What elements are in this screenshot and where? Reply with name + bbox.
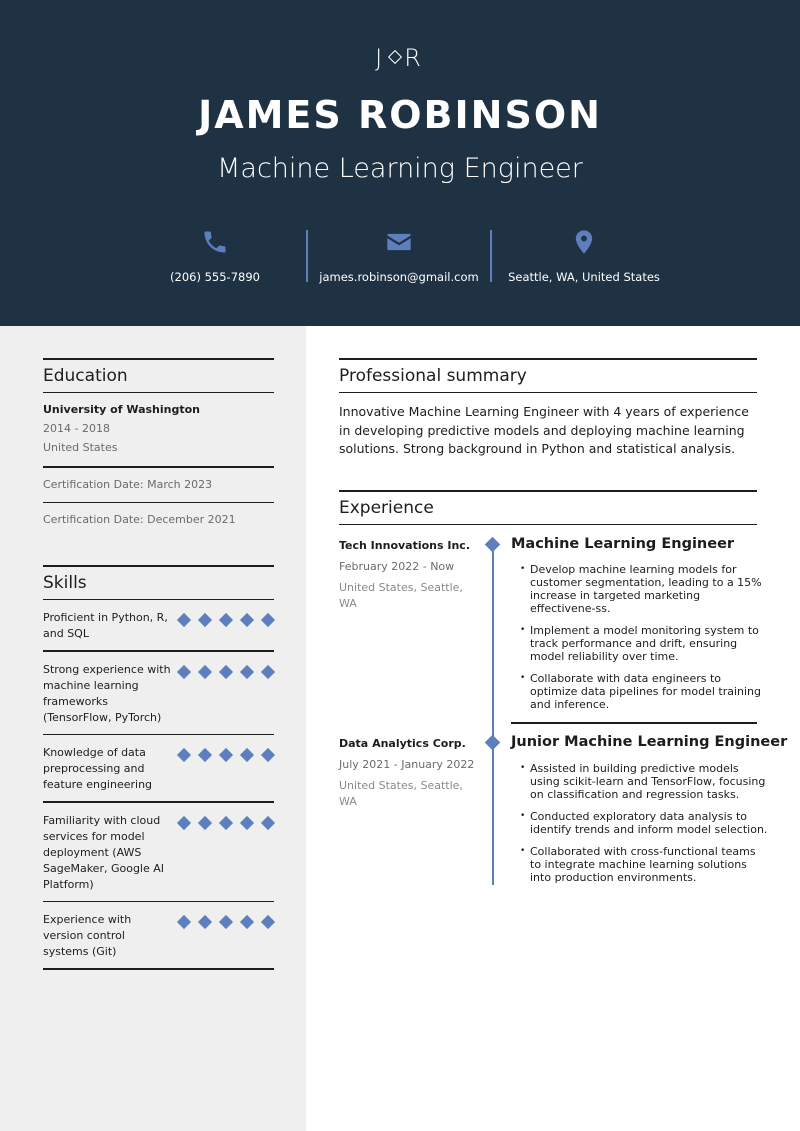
candidate-name: JAMES ROBINSON bbox=[198, 93, 602, 137]
skill-rating bbox=[178, 662, 274, 678]
skill-item bbox=[43, 600, 274, 650]
education-location: United States bbox=[43, 441, 118, 454]
education-section bbox=[43, 358, 274, 537]
job-dates: February 2022 - Now bbox=[339, 560, 455, 573]
education-title: Education bbox=[43, 365, 128, 386]
rating-diamond-icon bbox=[177, 748, 191, 762]
job-bullet: • Collaborate with data engineers to optimize data pipelines for model training and inference. bbox=[520, 672, 768, 711]
skill-label: Strong experience with machine learning frameworks (TensorFlow, PyTorch) bbox=[43, 662, 171, 724]
skill-rating bbox=[178, 745, 274, 761]
education-years: 2014 - 2018 bbox=[43, 422, 110, 435]
job-divider bbox=[511, 722, 757, 724]
rating-diamond-icon bbox=[240, 664, 254, 678]
rating-diamond-icon bbox=[177, 613, 191, 627]
rating-diamond-icon bbox=[198, 664, 212, 678]
rating-diamond-icon bbox=[177, 664, 191, 678]
summary-title: Professional summary bbox=[339, 365, 527, 386]
skill-item bbox=[43, 735, 274, 801]
summary-text: Innovative Machine Learning Engineer with 4 years of experience in developing predictive models and deploying machine learning solutions. Strong background in Python and statistical analysis. bbox=[339, 404, 749, 456]
job-dates: July 2021 - January 2022 bbox=[339, 758, 475, 771]
rating-diamond-icon bbox=[240, 613, 254, 627]
divider bbox=[339, 392, 757, 394]
rating-diamond-icon bbox=[219, 748, 233, 762]
rating-diamond-icon bbox=[219, 815, 233, 829]
skill-label: Knowledge of data preprocessing and feature engineering bbox=[43, 746, 153, 791]
job-bullet: • Implement a model monitoring system to track performance and drift, ensuring model reliability over time. bbox=[520, 624, 768, 663]
job-location: United States, Seattle, WA bbox=[339, 581, 463, 610]
phone-icon bbox=[201, 228, 229, 256]
rating-diamond-icon bbox=[261, 748, 275, 762]
rating-diamond-icon bbox=[219, 664, 233, 678]
skill-label: Proficient in Python, R, and SQL bbox=[43, 611, 168, 640]
rating-diamond-icon bbox=[198, 613, 212, 627]
certification-item: Certification Date: March 2023 bbox=[43, 477, 213, 491]
summary-section bbox=[339, 358, 757, 459]
candidate-role: Machine Learning Engineer bbox=[217, 153, 583, 184]
skills-section bbox=[43, 565, 274, 970]
skill-item bbox=[43, 902, 274, 968]
job-bullet: • Collaborated with cross-functional teams to integrate machine learning solutions into production environments. bbox=[520, 845, 768, 884]
experience-title: Experience bbox=[339, 497, 434, 518]
resume-header bbox=[0, 0, 800, 326]
divider bbox=[339, 524, 757, 526]
diamond-icon bbox=[388, 50, 402, 64]
skills-title: Skills bbox=[43, 572, 87, 593]
rating-diamond-icon bbox=[261, 815, 275, 829]
skill-rating bbox=[178, 610, 274, 626]
job-bullet: • Assisted in building predictive models using scikit-learn and TensorFlow, focusing on classification and regression tasks. bbox=[520, 762, 768, 801]
job-title: Machine Learning Engineer bbox=[511, 536, 735, 552]
rating-diamond-icon bbox=[240, 815, 254, 829]
experience-section bbox=[339, 490, 757, 525]
skill-label: Familiarity with cloud services for model deployment (AWS SageMaker, Google AI Platform) bbox=[43, 813, 165, 891]
job-bullet: • Develop machine learning models for customer segmentation, leading to a 15% increase in targeted marketing effectivene-ss. bbox=[520, 563, 768, 615]
timeline-line bbox=[492, 540, 494, 885]
envelope-icon bbox=[385, 228, 413, 256]
job-location: United States, Seattle, WA bbox=[339, 779, 463, 808]
timeline-diamond-icon bbox=[485, 537, 501, 553]
job-bullets bbox=[520, 563, 768, 720]
rating-diamond-icon bbox=[198, 748, 212, 762]
contact-divider bbox=[306, 230, 308, 282]
education-institution: University of Washington bbox=[43, 403, 201, 416]
location-text: Seattle, WA, United States bbox=[508, 270, 660, 284]
contact-location bbox=[500, 228, 668, 284]
divider bbox=[43, 392, 274, 394]
rating-diamond-icon bbox=[219, 613, 233, 627]
phone-text: (206) 555-7890 bbox=[170, 270, 260, 284]
rating-diamond-icon bbox=[177, 815, 191, 829]
rating-diamond-icon bbox=[261, 915, 275, 929]
monogram bbox=[0, 44, 800, 72]
email-text: james.robinson@gmail.com bbox=[319, 270, 479, 284]
rating-diamond-icon bbox=[177, 915, 191, 929]
skill-item bbox=[43, 652, 274, 734]
rating-diamond-icon bbox=[261, 613, 275, 627]
rating-diamond-icon bbox=[198, 915, 212, 929]
rating-diamond-icon bbox=[240, 748, 254, 762]
timeline-diamond-icon bbox=[485, 735, 501, 751]
contact-divider bbox=[490, 230, 492, 282]
monogram-left: J bbox=[375, 44, 387, 72]
skill-label: Experience with version control systems (Git) bbox=[43, 913, 132, 958]
rating-diamond-icon bbox=[261, 664, 275, 678]
job-title: Junior Machine Learning Engineer bbox=[511, 734, 788, 750]
divider bbox=[43, 968, 274, 970]
rating-diamond-icon bbox=[219, 915, 233, 929]
job-company: Tech Innovations Inc. bbox=[339, 539, 471, 552]
map-pin-icon bbox=[570, 228, 598, 256]
skill-item bbox=[43, 803, 274, 901]
job-bullets bbox=[520, 762, 768, 893]
contact-phone bbox=[140, 228, 290, 284]
skill-rating bbox=[178, 813, 274, 829]
job-bullet: • Conducted exploratory data analysis to identify trends and inform model selection. bbox=[520, 810, 768, 836]
rating-diamond-icon bbox=[240, 915, 254, 929]
job-company: Data Analytics Corp. bbox=[339, 737, 466, 750]
certification-item: Certification Date: December 2021 bbox=[43, 513, 236, 526]
rating-diamond-icon bbox=[198, 815, 212, 829]
skill-rating bbox=[178, 912, 274, 928]
monogram-right: R bbox=[404, 44, 425, 72]
contact-email bbox=[315, 228, 483, 284]
